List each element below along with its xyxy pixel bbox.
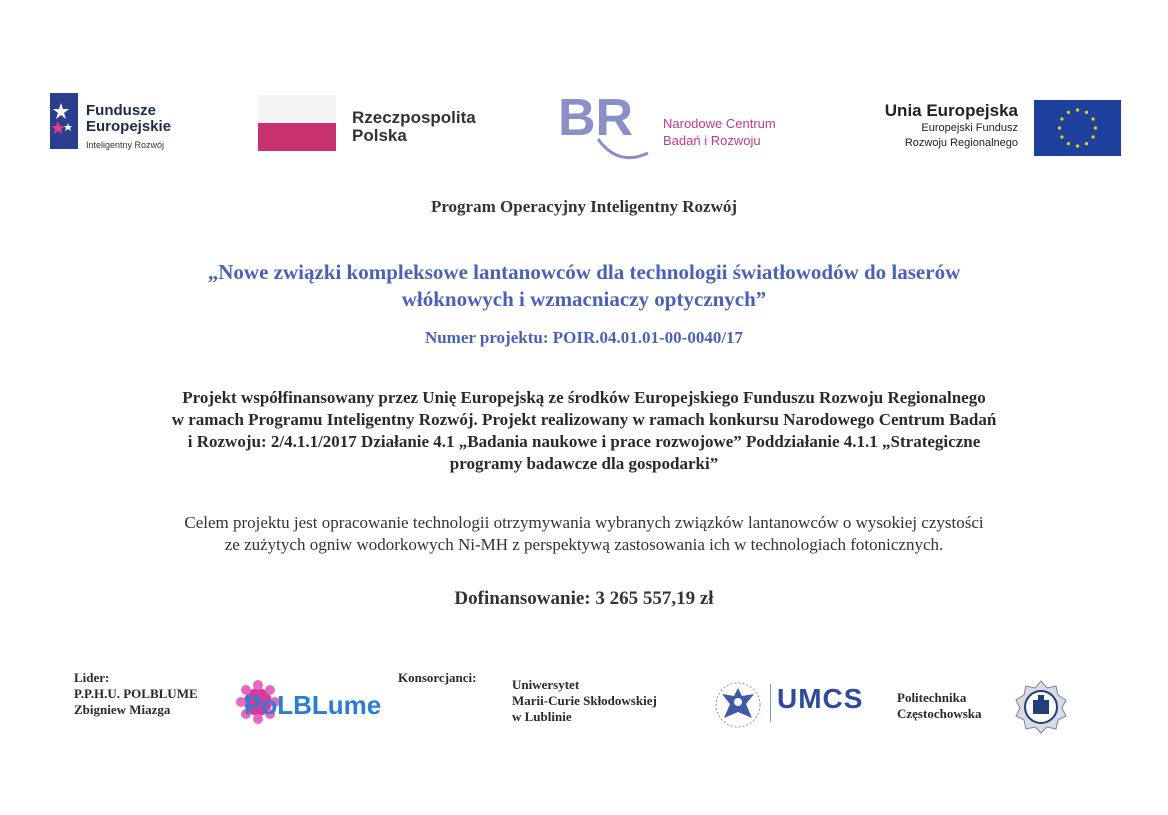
goal-line2: ze zużytych ogniw wodorkowych Ni-MH z perspektywą zastosowania ich w technologiach fotonicznych. — [224, 535, 944, 554]
project-number: Numer projektu: POIR.04.01.01-00-0040/17 — [424, 328, 744, 347]
ncbr-logo-icon — [558, 89, 650, 165]
fe-logo-text — [86, 103, 171, 153]
ncbr-mark: BR — [558, 89, 634, 147]
cofinance-line1: Projekt współfinansowany przez Unię Europejską ze środków Europejskiego Funduszu Rozwoju Regionalnego — [182, 388, 986, 407]
fe-star-icon — [44, 93, 78, 149]
cofinance-line3: i Rozwoju: 2/4.1.1/2017 Działanie 4.1 „Badania naukowe i prace rozwojowe” Poddziałanie 4.1.1 „Strategiczne — [187, 432, 981, 451]
ue-line2: Rozwoju Regionalnego — [904, 137, 1018, 149]
leader-line1: P.P.H.U. POLBLUME — [74, 686, 198, 701]
fe-line3: Inteligentny Rozwój — [86, 140, 165, 150]
eu-flag-icon — [1034, 100, 1121, 156]
ue-logo-text — [836, 101, 1018, 151]
umcs-eagle-icon — [710, 680, 766, 730]
pcz-line1: Politechnika — [897, 690, 967, 705]
cofinance-paragraph — [40, 387, 1128, 475]
funding-amount: Dofinansowanie: 3 265 557,19 zł — [454, 588, 714, 609]
fe-line1: Fundusze — [86, 102, 156, 119]
pcz-line2: Częstochowska — [897, 706, 982, 721]
pcz-block — [897, 690, 982, 722]
goal-paragraph — [40, 512, 1128, 556]
umcs-divider — [770, 684, 771, 722]
leader-block — [74, 670, 198, 718]
rp-line1: Rzeczpospolita — [352, 108, 476, 127]
rp-logo-text — [352, 109, 476, 145]
consortium-label: Konsorcjanci: — [398, 670, 477, 685]
umcs-line1: Uniwersytet — [512, 677, 580, 692]
fe-line2: Europejskie — [86, 118, 172, 135]
ue-line1: Europejski Fundusz — [921, 122, 1018, 134]
project-title-line2: włóknowych i wzmacniaczy optycznych” — [401, 287, 767, 311]
ncbr-line2: Badań i Rozwoju — [663, 133, 761, 148]
pcz-seal-icon — [1014, 680, 1068, 734]
program-title: Program Operacyjny Inteligentny Rozwój — [430, 197, 738, 216]
ue-title: Unia Europejska — [884, 101, 1018, 120]
poland-flag-icon — [258, 95, 336, 151]
project-title — [0, 259, 1168, 313]
polblume-logo — [234, 680, 396, 726]
umcs-block — [512, 677, 657, 725]
cofinance-line2: w ramach Programu Inteligentny Rozwój. Projekt realizowany w ramach konkursu Narodowego Centrum Badań — [171, 410, 997, 429]
logo-strip — [0, 85, 1168, 165]
polblume-wordmark: PoLBLume — [244, 690, 382, 720]
ncbr-logo-text — [663, 115, 776, 149]
goal-line1: Celem projektu jest opracowanie technologii otrzymywania wybranych związków lantanowców o wysokiej czystości — [184, 513, 984, 532]
umcs-wordmark: UMCS — [777, 683, 864, 714]
umcs-line3: w Lublinie — [512, 709, 572, 724]
leader-label: Lider: — [74, 670, 110, 685]
leader-line2: Zbigniew Miazga — [74, 702, 171, 717]
ncbr-line1: Narodowe Centrum — [663, 116, 776, 131]
umcs-line2: Marii-Curie Skłodowskiej — [512, 693, 657, 708]
project-title-line1: „Nowe związki kompleksowe lantanowców dla technologii światłowodów do laserów — [207, 260, 961, 284]
cofinance-line4: programy badawcze dla gospodarki” — [449, 454, 719, 473]
rp-line2: Polska — [352, 126, 407, 145]
